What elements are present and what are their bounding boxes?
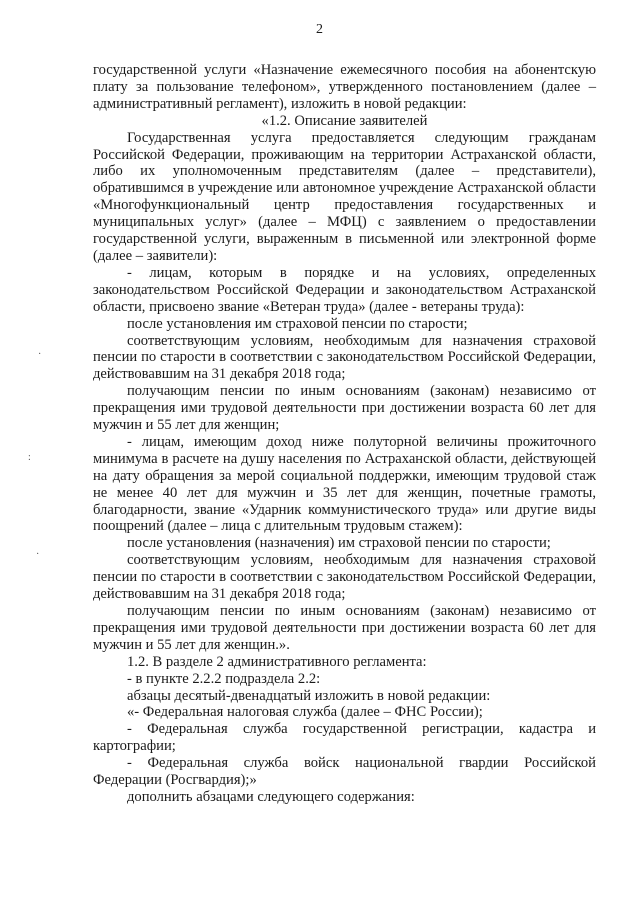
paragraph: после установления им страховой пенсии по старости; (127, 315, 468, 332)
paragraph: 1.2. В разделе 2 административного регламента: (127, 653, 427, 670)
paragraph: получающим пенсии по иным основаниям (законам) независимо от прекращения ими трудовой деятельности при достижении возраста 60 лет для мужчин и 55 лет для женщин; (93, 383, 596, 434)
paragraph: соответствующим условиям, необходимым для назначения страховой пенсии по старости в соответствии с законодательством Российской Федерации, действовавшим на 31 декабря 2018 года; (93, 332, 596, 383)
section-heading: «1.2. Описание заявителей (261, 112, 428, 129)
paragraph: получающим пенсии по иным основаниям (законам) независимо от прекращения ими трудовой деятельности при достижении возраста 60 лет для мужчин и 55 лет для женщин.». (93, 603, 596, 653)
paragraph: государственной услуги «Назначение ежемесячного пособия на абонентскую плату за пользование телефоном», утвержденного постановлением (далее – административный регламент), изложить в новой редакции: (93, 62, 596, 112)
paragraph: дополнить абзацами следующего содержания: (127, 788, 415, 805)
paragraph: - в пункте 2.2.2 подраздела 2.2: (127, 670, 321, 687)
paragraph: - лицам, которым в порядке и на условиях, определенных законодательством Российской Федерации и законодательством Астраханской области, присвоено звание «Ветеран труда» (далее - ветераны труда): (93, 264, 596, 315)
paragraph: - Федеральная служба войск национальной гвардии Российской Федерации (Росгвардия);» (93, 755, 596, 789)
paragraph: «- Федеральная налоговая служба (далее – ФНС России); (127, 704, 483, 721)
paragraph: после установления (назначения) им страховой пенсии по старости; (127, 535, 551, 552)
paragraph: соответствующим условиям, необходимым для назначения страховой пенсии по старости в соответствии с законодательством Российской Федерации, действовавшим на 31 декабря 2018 года; (93, 552, 596, 603)
paragraph: абзацы десятый-двенадцатый изложить в новой редакции: (127, 687, 491, 704)
scan-mark: : (28, 452, 31, 463)
paragraph: - лицам, имеющим доход ниже полуторной величины прожиточного минимума в расчете на душу населения по Астраханской области, действующей на дату обращения за мерой социальной поддержки, имеющим трудовой стаж не менее 40 лет для мужчин и 35 лет для женщин, почетные грамоты, благодарности, звание «Ударник коммунистического труда» или другие виды поощрений (далее – лица с длительным трудовым стажем): (93, 433, 596, 535)
scan-mark: · (38, 349, 42, 360)
scan-mark: · (36, 549, 40, 560)
document-body (93, 62, 596, 806)
paragraph: Государственная услуга предоставляется следующим гражданам Российской Федерации, проживающим на территории Астраханской области, либо их уполномоченным представителям (далее – представители), обратившимся в учреждение или автономное учреждение Астраханской области «Многофункциональный центр предоставления государственных и муниципальных услуг» (далее – МФЦ) с заявлением о предоставлении государственной услуги, выраженным в письменной или электронной форме (далее – заявители): (93, 129, 596, 264)
page-number: 2 (316, 22, 323, 37)
paragraph: - Федеральная служба государственной регистрации, кадастра и картографии; (93, 721, 596, 755)
